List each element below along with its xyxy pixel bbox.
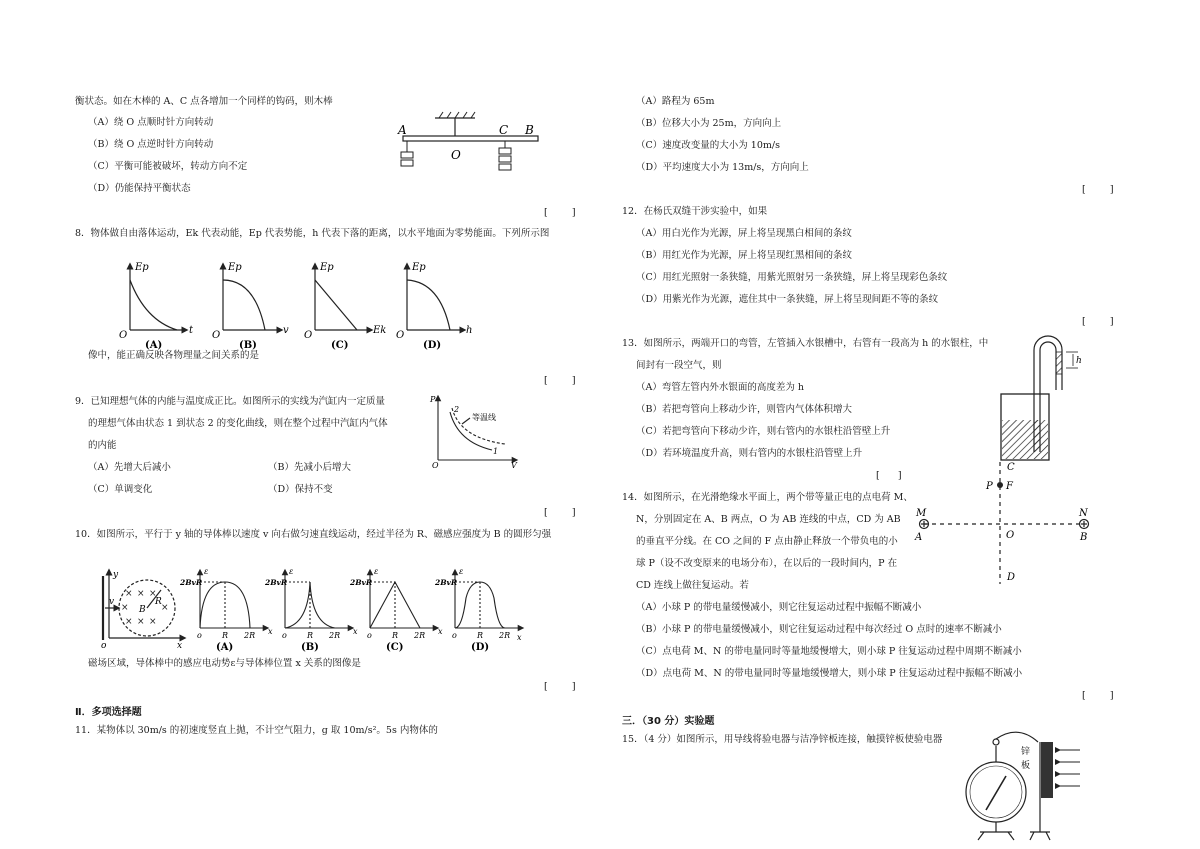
q13-answer-bracket: [ ] xyxy=(876,470,902,481)
q10-velocity-v: v xyxy=(109,597,115,607)
q10-c-ymax: 2BvR xyxy=(350,578,373,587)
svg-text:×: × xyxy=(137,617,145,627)
q10-c-eps: ε xyxy=(374,567,379,576)
q15-electroscope-figure xyxy=(958,728,1098,846)
q10-tail: 磁场区域，导体棒中的感应电动势ε与导体棒位置 x 关系的图像是 xyxy=(88,658,361,669)
q13-line-1: 13．如图所示，两端开口的弯管，左管插入水银槽中，右管有一段高为 h 的水银柱，中 xyxy=(622,338,989,349)
q10-d-r: R xyxy=(477,631,484,640)
q13-option-d: （D）若环境温度升高，则右管内的水银柱沿管壁上升 xyxy=(636,448,863,459)
q10-b-o: o xyxy=(282,631,287,640)
q10-b-eps: ε xyxy=(289,567,294,576)
q7-label-o: O xyxy=(451,148,461,162)
q9-option-d: （D）保持不变 xyxy=(268,484,333,495)
q14-line-2: N，分别固定在 A、B 两点，O 为 AB 连线的中点，CD 为 AB xyxy=(636,514,901,525)
q10-answer-bracket: [ ] xyxy=(544,681,576,692)
svg-text:×: × xyxy=(125,589,133,599)
q12-stem: 12．在杨氏双缝干涉实验中，如果 xyxy=(622,206,768,217)
q8-b-xlabel: v xyxy=(283,325,289,336)
q10-c-x: x xyxy=(438,627,443,636)
svg-text:×: × xyxy=(121,603,129,613)
q12-option-c: （C）用红光照射一条狭缝，用紫光照射另一条狭缝，屏上将呈现彩色条纹 xyxy=(636,272,948,283)
q11-option-d: （D）平均速度大小为 13m/s，方向向上 xyxy=(636,162,809,173)
q15-stem: 15．（4 分）如图所示，用导线将验电器与洁净锌板连接，触摸锌板使验电器 xyxy=(622,734,943,745)
q10-graphs xyxy=(180,568,525,653)
q8-b-label: (B) xyxy=(239,340,257,351)
q7-answer-bracket: [ ] xyxy=(544,207,576,218)
q14-line-1: 14．如图所示，在光滑绝缘水平面上，两个带等量正电的点电荷 M、 xyxy=(622,492,913,503)
q14-option-d: （D）点电荷 M、N 的带电量同时等量地缓慢增大，则小球 P 往复运动过程中振幅不断减小 xyxy=(636,668,1023,679)
svg-text:×: × xyxy=(161,603,169,613)
q9-state-1: 1 xyxy=(493,447,499,456)
q10-d-o: o xyxy=(452,631,457,640)
q13-line-2: 间封有一段空气，则 xyxy=(636,360,722,371)
q14-label-d: D xyxy=(1007,572,1016,583)
q12-option-a: （A）用白光作为光源，屏上将呈现黑白相间的条纹 xyxy=(636,228,852,239)
q9-axis-v: V xyxy=(511,461,517,470)
q10-b-ymax: 2BvR xyxy=(265,578,288,587)
q11-option-a: （A）路程为 65m xyxy=(636,96,715,107)
q10-axis-y: y xyxy=(113,570,119,580)
q10-a-o: o xyxy=(197,631,202,640)
q7-option-d: （D）仍能保持平衡状态 xyxy=(88,183,191,194)
q14-answer-bracket: [ ] xyxy=(1082,690,1114,701)
q15-plate-label-1: 锌 xyxy=(1021,747,1031,757)
q11-option-b: （B）位移大小为 25m，方向向上 xyxy=(636,118,782,129)
q9-pv-figure xyxy=(430,394,525,469)
q14-label-f: F xyxy=(1006,481,1013,492)
q9-option-b: （B）先减小后增大 xyxy=(268,462,351,473)
q8-b-origin: O xyxy=(212,330,221,341)
svg-text:×: × xyxy=(125,617,133,627)
q14-line-3: 的垂直平分线。在 CO 之间的 F 点由静止释放一个带负电的小 xyxy=(636,536,898,547)
q10-radius-r: R xyxy=(155,597,162,607)
q7-lever-figure xyxy=(395,112,545,182)
q7-option-c: （C）平衡可能被破坏，转动方向不定 xyxy=(88,161,248,172)
q9-state-2: 2 xyxy=(454,405,460,414)
q10-c-2r: 2R xyxy=(414,631,426,640)
q14-option-b: （B）小球 P 的带电量缓慢减小，则它往复运动过程中每次经过 O 点时的速率不断减小 xyxy=(636,624,1002,635)
q11-option-c: （C）速度改变量的大小为 10m/s xyxy=(636,140,780,151)
q8-b-ylabel: Ep xyxy=(228,262,242,273)
q7-continuation: 衡状态。如在木棒的 A、C 点各增加一个同样的钩码，则木棒 xyxy=(75,96,333,107)
q9-answer-bracket: [ ] xyxy=(544,507,576,518)
q10-a-ymax: 2BvR xyxy=(180,578,203,587)
q12-option-d: （D）用紫光作为光源，遮住其中一条狭缝，屏上将呈现间距不等的条纹 xyxy=(636,294,939,305)
q10-c-r: R xyxy=(392,631,399,640)
q10-d-x: x xyxy=(517,633,522,642)
q10-stem: 10．如图所示，平行于 y 轴的导体棒以速度 v 向右做匀速直线运动，经过半径为 R、磁感应强度为 B 的圆形匀强 xyxy=(75,529,552,540)
q14-line-4: 球 P（设不改变原来的电场分布），在以后的一段时间内，P 在 xyxy=(636,558,898,569)
q13-option-a: （A）弯管左管内外水银面的高度差为 h xyxy=(636,382,804,393)
q10-d-eps: ε xyxy=(459,567,464,576)
q14-label-o: O xyxy=(1006,530,1015,541)
q10-a-r: R xyxy=(222,631,229,640)
q8-d-origin: O xyxy=(396,330,405,341)
q8-a-origin: O xyxy=(119,330,128,341)
q14-label-a: A xyxy=(915,532,923,543)
q8-d-ylabel: Ep xyxy=(412,262,426,273)
q10-d-2r: 2R xyxy=(499,631,511,640)
q10-c-o: o xyxy=(367,631,372,640)
q10-origin: o xyxy=(101,641,107,651)
q10-d-ymax: 2BvR xyxy=(435,578,458,587)
q8-c-origin: O xyxy=(304,330,313,341)
q7-label-a: A xyxy=(398,123,407,137)
q8-graphs xyxy=(115,258,485,353)
q14-charges-figure xyxy=(912,458,1097,588)
q8-d-xlabel: h xyxy=(466,325,473,336)
q11-answer-bracket: [ ] xyxy=(1082,184,1114,195)
q12-option-b: （B）用红光作为光源，屏上将呈现红黑相间的条纹 xyxy=(636,250,852,261)
q10-b-r: R xyxy=(307,631,314,640)
q14-option-a: （A）小球 P 的带电量缓慢减小，则它往复运动过程中振幅不断减小 xyxy=(636,602,922,613)
q14-line-5: CD 连线上做往复运动。若 xyxy=(636,580,749,591)
q7-option-b: （B）绕 O 点逆时针方向转动 xyxy=(88,139,214,150)
q14-label-m: M xyxy=(916,508,927,519)
q10-b-label: (B) xyxy=(301,642,319,653)
q10-b-2r: 2R xyxy=(329,631,341,640)
q9-line-3: 的内能 xyxy=(88,440,117,451)
q8-c-xlabel: Ek xyxy=(373,325,387,336)
q10-d-label: (D) xyxy=(471,642,490,653)
q10-field-b: B xyxy=(139,605,146,615)
q9-isotherm-label: 等温线 xyxy=(472,413,496,422)
svg-text:×: × xyxy=(137,589,145,599)
q10-a-2r: 2R xyxy=(244,631,256,640)
q12-answer-bracket: [ ] xyxy=(1082,316,1114,327)
q8-answer-bracket: [ ] xyxy=(544,375,576,386)
q9-axis-p: P xyxy=(430,395,436,404)
q14-option-c: （C）点电荷 M、N 的带电量同时等量地缓慢增大，则小球 P 往复运动过程中周期不断减小 xyxy=(636,646,1022,657)
section-3-heading: 三．（30 分）实验题 xyxy=(622,716,715,727)
q8-c-label: (C) xyxy=(331,340,349,351)
q13-tube-figure xyxy=(998,332,1093,467)
q7-label-c: C xyxy=(499,123,509,137)
q14-label-c: C xyxy=(1007,462,1015,473)
q10-axis-x: x xyxy=(177,641,183,651)
q7-option-a: （A）绕 O 点顺时针方向转动 xyxy=(88,117,214,128)
q8-stem: 8．物体做自由落体运动，Ek 代表动能，Ep 代表势能，h 代表下落的距离，以水平地面为零势能面。下列所示图 xyxy=(75,228,550,239)
q9-line-1: 9．已知理想气体的内能与温度成正比。如图所示的实线为汽缸内一定质量 xyxy=(75,396,386,407)
q8-tail: 像中，能正确反映各物理量之间关系的是 xyxy=(88,350,260,361)
q14-label-b: B xyxy=(1080,532,1088,543)
q10-field-figure xyxy=(95,568,185,651)
q10-a-x: x xyxy=(268,627,273,636)
q8-a-label: (A) xyxy=(145,340,163,351)
q10-a-label: (A) xyxy=(216,642,234,653)
q8-a-ylabel: Ep xyxy=(135,262,149,273)
svg-text:×: × xyxy=(149,617,157,627)
svg-text:×: × xyxy=(149,589,157,599)
q9-origin: O xyxy=(432,461,439,470)
q8-d-label: (D) xyxy=(423,340,442,351)
q7-label-b: B xyxy=(525,123,534,137)
q14-label-n: N xyxy=(1079,508,1088,519)
q11-stem: 11．某物体以 30m/s 的初速度竖直上抛，不计空气阻力，g 取 10m/s²。5s 内物体的 xyxy=(75,725,438,736)
q14-label-p: P xyxy=(986,481,993,492)
q10-a-eps: ε xyxy=(204,567,209,576)
q9-line-2: 的理想气体由状态 1 到状态 2 的变化曲线，则在整个过程中汽缸内气体 xyxy=(88,418,388,429)
section-2-heading: Ⅱ．多项选择题 xyxy=(75,707,142,718)
q9-option-a: （A）先增大后减小 xyxy=(88,462,171,473)
q8-a-xlabel: t xyxy=(189,325,194,336)
q10-b-x: x xyxy=(353,627,358,636)
q8-c-ylabel: Ep xyxy=(320,262,334,273)
q9-option-c: （C）单调变化 xyxy=(88,484,153,495)
q13-height-h: h xyxy=(1076,356,1082,366)
q15-plate-label-2: 板 xyxy=(1021,761,1031,771)
q13-option-b: （B）若把弯管向上移动少许，则管内气体体积增大 xyxy=(636,404,852,415)
q13-option-c: （C）若把弯管向下移动少许，则右管内的水银柱沿管壁上升 xyxy=(636,426,891,437)
q10-c-label: (C) xyxy=(386,642,404,653)
